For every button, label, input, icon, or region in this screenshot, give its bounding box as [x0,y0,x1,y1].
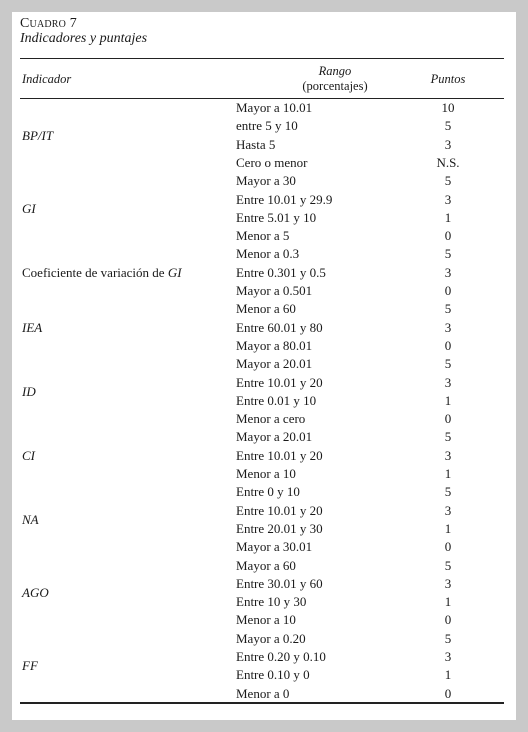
table-row [12,520,516,538]
table-row [12,447,516,465]
range-cell: Menor a cero [236,411,306,427]
indicator-label: GI [22,200,36,216]
indicator-label: CI [22,447,35,463]
range-cell: Mayor a 60 [236,557,296,573]
points-cell: 0 [444,283,452,298]
table-row [12,593,516,611]
header-indicator: Indicador [22,72,72,86]
range-cell: Entre 10.01 y 20 [236,502,323,518]
table-card [12,12,516,720]
range-cell: Menor a 0.3 [236,246,300,262]
range-cell: Mayor a 0.501 [236,283,313,298]
table-row [12,630,516,648]
points-cell: 10 [441,100,455,115]
indicator-label: ID [22,383,36,399]
points-cell: 0 [444,685,452,701]
points-cell: 5 [444,118,452,134]
points-cell: 5 [444,301,452,317]
points-cell: N.S. [436,154,460,170]
table-row [12,410,516,428]
indicator-label-text: Coeficiente de variación de [22,264,168,280]
points-cell: 3 [444,575,452,591]
table-row [12,557,516,575]
indicator-label [22,264,182,282]
range-cell: Entre 10.01 y 29.9 [236,191,333,207]
table-row [12,136,516,154]
table-row [12,465,516,483]
table-row [12,300,516,318]
table-row [12,209,516,227]
range-cell: Cero o menor [236,154,308,170]
table-subtitle: Indicadores y puntajes [20,31,148,46]
points-cell: 5 [444,484,452,500]
top-rule [20,58,504,59]
range-cell: Menor a 0 [236,685,290,701]
range-cell: Mayor a 10.01 [236,100,313,115]
indicator-label: IEA [22,319,43,335]
points-cell: 1 [444,594,452,610]
range-cell: Entre 0.301 y 0.5 [236,264,326,280]
table-row [12,611,516,629]
indicator-label: AGO [22,585,49,601]
table-row [12,319,516,337]
points-cell: 5 [444,429,452,445]
table-row [12,245,516,263]
table-row [12,648,516,666]
points-cell: 1 [444,466,452,481]
range-cell: Entre 20.01 y 30 [236,520,323,536]
indicator-label-abbrev: GI [167,264,182,280]
points-cell: 3 [444,649,452,664]
header-range-title: Rango [318,64,352,78]
points-cell: 0 [444,612,452,628]
points-cell: 3 [444,447,452,463]
points-cell: 3 [444,374,452,390]
table-row [12,355,516,373]
table-row [12,392,516,410]
indicator-label: FF [22,658,38,674]
table-row [12,483,516,501]
table-row [12,154,516,172]
table-row [12,191,516,209]
range-cell: Entre 30.01 y 60 [236,575,323,591]
range-cell: Entre 10 y 30 [236,594,307,610]
range-cell: Hasta 5 [236,136,276,152]
range-cell: Menor a 10 [236,466,296,481]
table-row [12,502,516,520]
points-cell: 5 [444,630,452,646]
range-cell: Entre 10.01 y 20 [236,374,323,390]
points-cell: 1 [444,667,452,683]
range-cell: Entre 0.01 y 10 [236,392,317,408]
range-cell: Entre 60.01 y 80 [236,319,323,335]
table-row [12,538,516,556]
header-range-unit: (porcentajes) [302,79,368,93]
points-cell: 0 [444,228,452,244]
table-row [12,172,516,190]
range-cell: Entre 10.01 y 20 [236,447,323,463]
points-cell: 5 [444,356,452,372]
points-cell: 3 [444,191,452,207]
range-cell: Mayor a 80.01 [236,337,313,353]
header-points: Puntos [430,72,466,86]
points-cell: 1 [444,520,452,536]
range-cell: Mayor a 20.01 [236,429,313,445]
points-cell: 5 [444,246,452,262]
points-cell: 5 [444,173,452,189]
table-row [12,337,516,355]
points-cell: 3 [444,502,452,518]
indicator-label: BP/IT [22,127,54,143]
points-cell: 3 [444,319,452,335]
table-row [12,374,516,392]
table-row [12,428,516,446]
table-caption: Cuadro 7 [20,16,77,31]
range-cell: Mayor a 0.20 [236,630,306,646]
points-cell: 5 [444,557,452,573]
table-row [12,227,516,245]
range-cell: Mayor a 20.01 [236,356,313,372]
points-cell: 0 [444,337,452,353]
table-row [12,99,516,117]
range-cell: entre 5 y 10 [236,118,298,134]
range-cell: Entre 0 y 10 [236,484,300,500]
range-cell: Menor a 60 [236,301,296,317]
range-cell: Menor a 5 [236,228,290,244]
table-heading [20,16,147,47]
table-row [12,117,516,135]
header-range [248,64,422,94]
range-cell: Entre 0.10 y 0 [236,667,310,683]
points-cell: 1 [444,209,452,225]
range-cell: Menor a 10 [236,612,296,628]
points-cell: 0 [444,539,452,555]
table-row [12,282,516,300]
range-cell: Mayor a 30 [236,173,296,189]
points-cell: 3 [444,136,452,152]
indicator-label: NA [22,511,39,527]
points-cell: 3 [444,264,452,280]
table-row [12,685,516,703]
table-row [12,666,516,684]
points-cell: 0 [444,411,452,427]
table-row [12,575,516,593]
range-cell: Entre 5.01 y 10 [236,209,317,225]
points-cell: 1 [444,392,452,408]
range-cell: Entre 0.20 y 0.10 [236,649,326,664]
bottom-rule [20,702,504,704]
range-cell: Mayor a 30.01 [236,539,313,555]
